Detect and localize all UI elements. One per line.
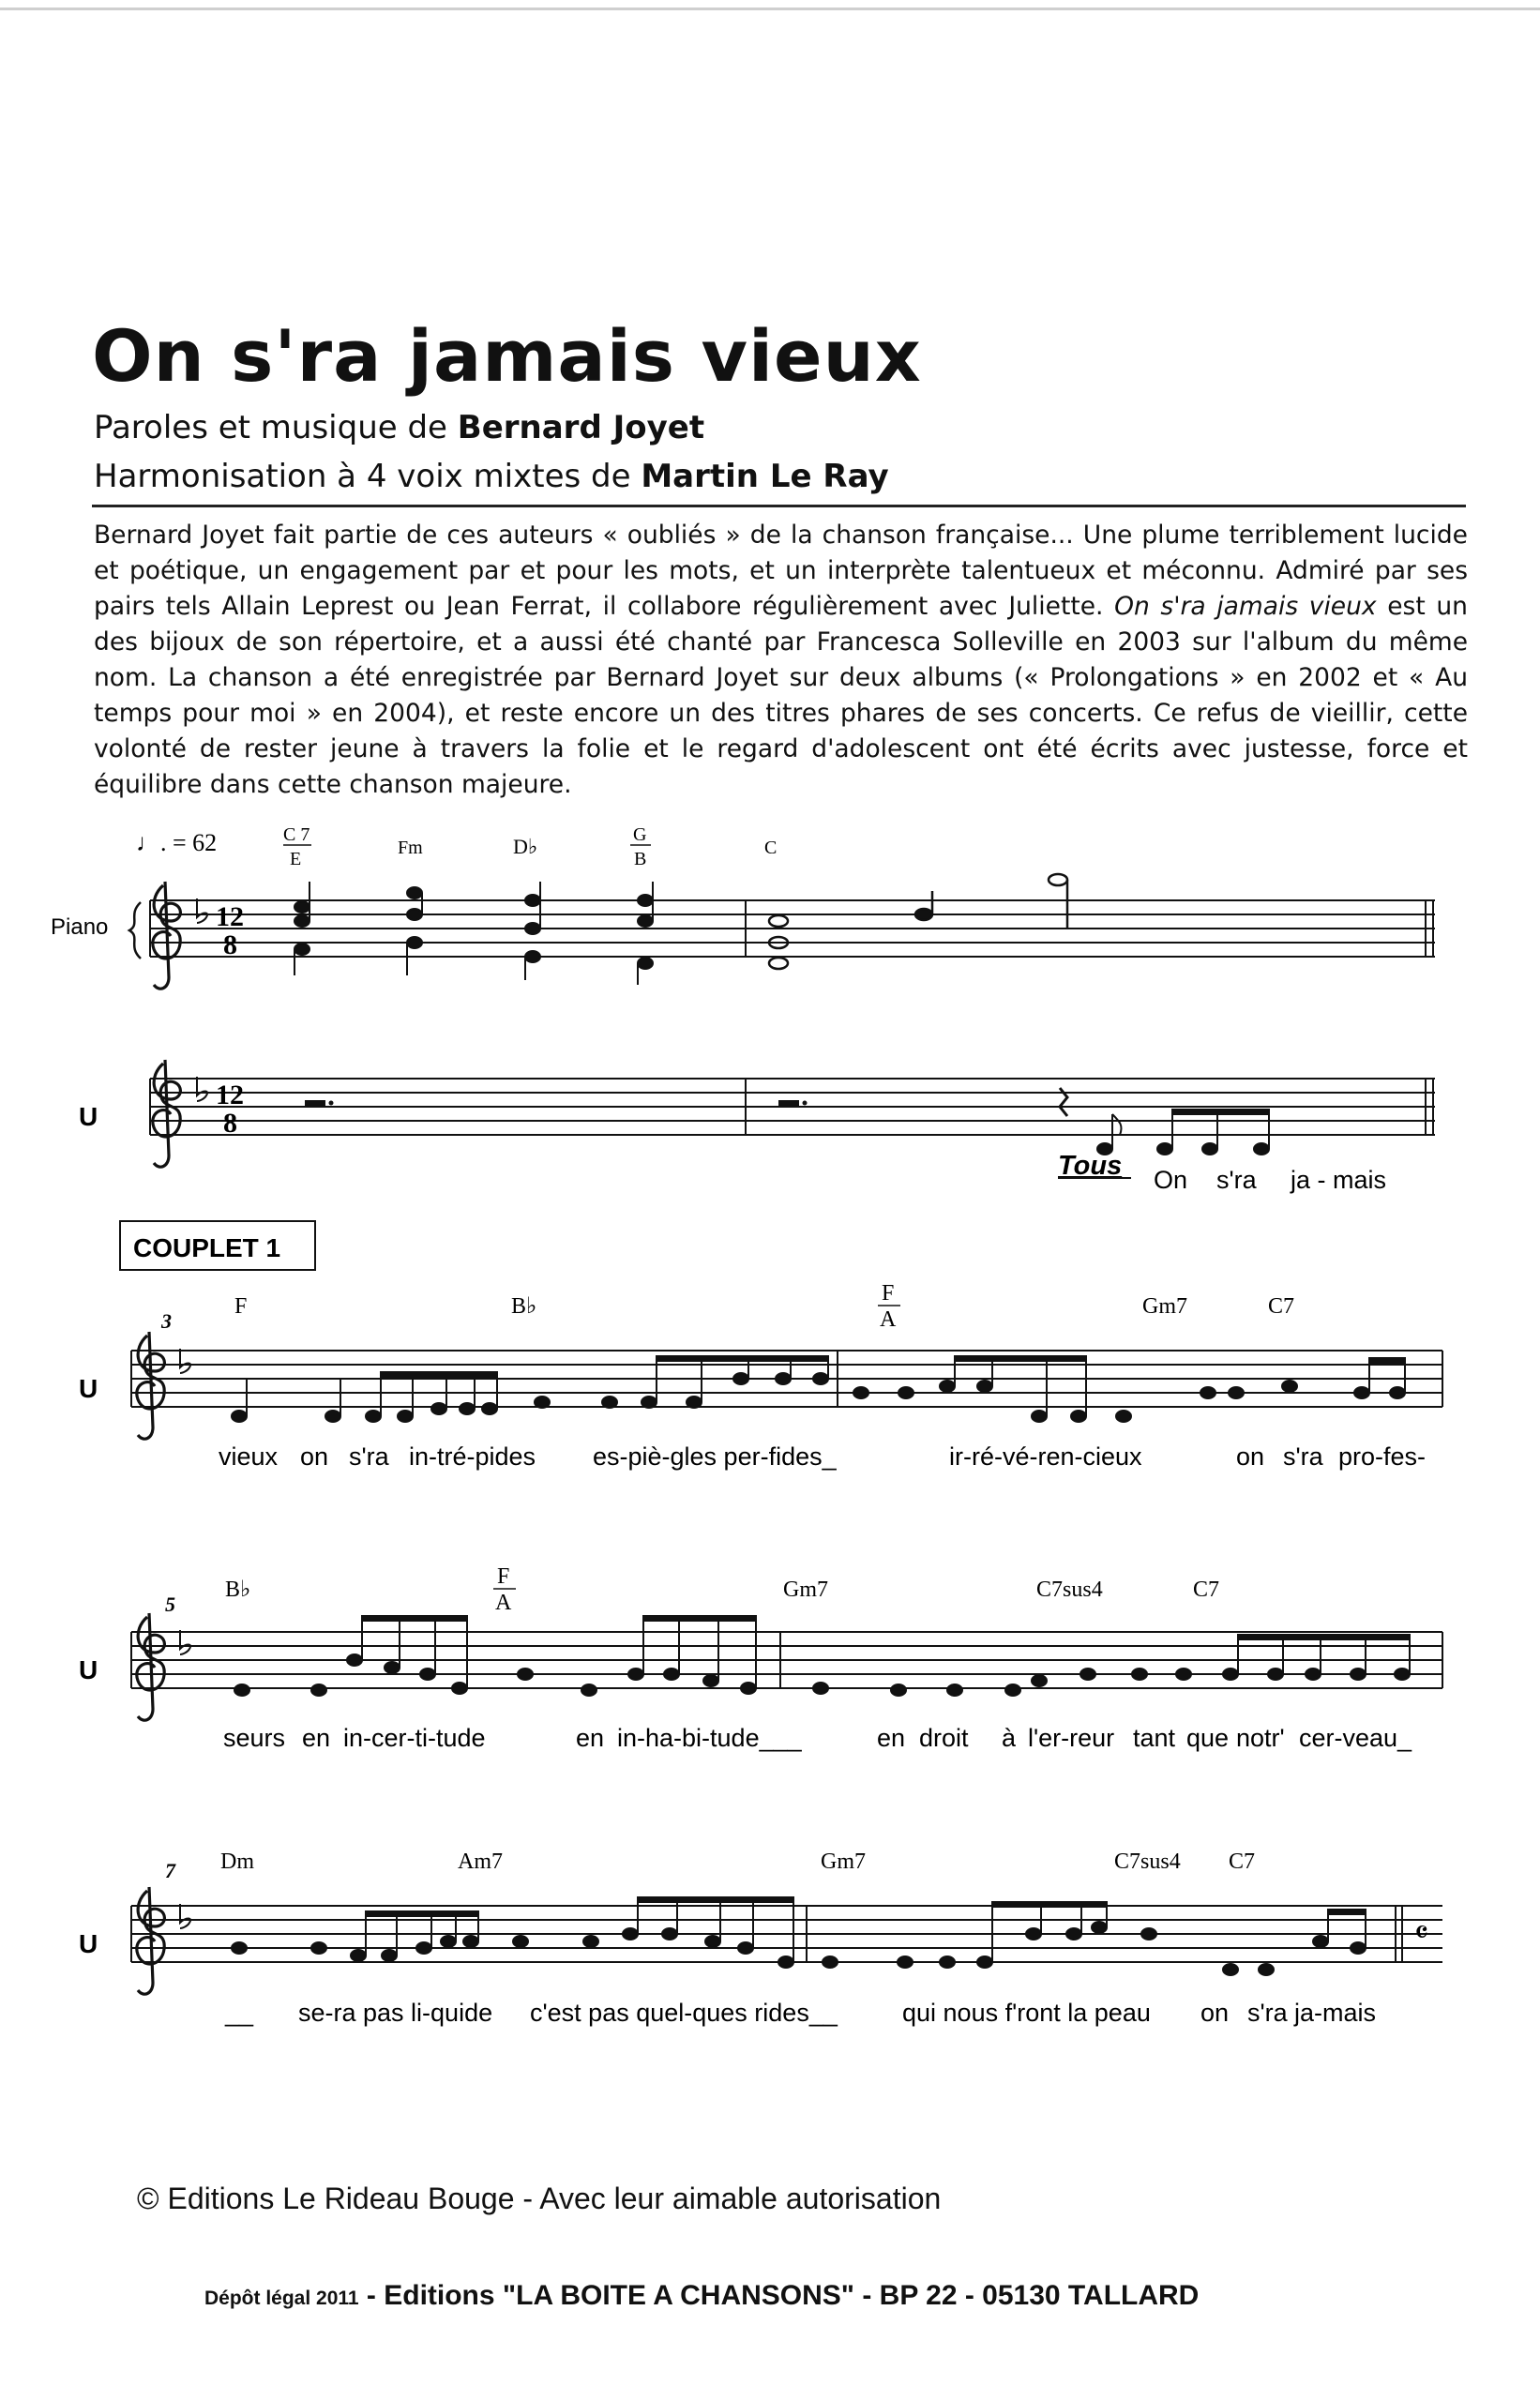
chord-c7-bass: E <box>290 849 302 869</box>
lyric-s3-9: tant <box>1133 1724 1176 1752</box>
chord-g-num: G <box>633 824 647 845</box>
lyric-s1-2: ja - mais <box>1291 1166 1387 1194</box>
lyric-s4-5: s'ra <box>1247 1999 1288 2027</box>
tous-label: Tous <box>1058 1151 1123 1181</box>
lyric-s3-6: droit <box>919 1724 969 1752</box>
chord-s4-dm: Dm <box>220 1850 254 1874</box>
voice-label-sys1: U <box>79 1102 98 1131</box>
lyric-s2-3: in-tré-pides <box>409 1442 536 1471</box>
chord-s4-am7: Am7 <box>458 1850 503 1874</box>
voice-notes-sys4 <box>232 1897 1366 1975</box>
chord-s3-bb: B♭ <box>225 1578 251 1602</box>
harmonization-prefix: Harmonisation à 4 voix mixtes de <box>94 458 642 495</box>
piano-time-bottom: 8 <box>223 929 237 960</box>
chord-c: C <box>764 838 778 858</box>
voice-label-sys2: U <box>79 1374 98 1403</box>
voice-notes-sys1 <box>1097 1110 1269 1155</box>
piano-label: Piano <box>51 914 109 940</box>
measure-number-7: 7 <box>165 1859 175 1882</box>
piano-staff <box>150 900 1435 957</box>
lyric-s4-1: se-ra pas li-quide <box>298 1999 493 2027</box>
lyric-s3-2: in-cer-ti-tude <box>343 1724 486 1752</box>
piano-treble-clef <box>153 882 181 989</box>
piano-time-top: 12 <box>216 901 244 932</box>
voice-time-bottom: 8 <box>223 1108 237 1139</box>
publisher-info: - Editions "LA BOITE A CHANSONS" - BP 22 - 05130 TALLARD <box>358 2280 1200 2311</box>
common-time-symbol: 𝄴 <box>1414 1916 1429 1951</box>
chord-s3-f-num: F <box>497 1564 510 1589</box>
copyright-notice: © Editions Le Rideau Bouge - Avec leur aimable autorisation <box>137 2182 942 2215</box>
lyric-s3-8: l'er-reur <box>1028 1724 1115 1752</box>
piano-key-flat <box>197 898 207 923</box>
tempo-marking: ♩. = 62 <box>136 829 218 856</box>
lyric-s3-12: cer-veau_ <box>1299 1724 1412 1752</box>
voice-key-flat-sys3 <box>180 1630 190 1654</box>
lyric-s2-6: on <box>1236 1442 1265 1471</box>
voice-treble-clef-sys3 <box>137 1613 165 1720</box>
voice-label-sys3: U <box>79 1655 98 1684</box>
chord-s4-c7sus4: C7sus4 <box>1114 1850 1181 1874</box>
piano-chord-notes <box>294 882 653 985</box>
arranger-name: Martin Le Ray <box>641 458 889 495</box>
intro-text-part1: Bernard Joyet fait partie de ces auteurs « oubliés » de la chanson française... Une plume terriblement lucide et poétique, un engagement par et pour les mots, et un interprète talentueux et méconnu. Admiré par ses pairs tels Allain Leprest ou Jean Ferrat, il collabore régulièrement avec Juliette. <box>94 521 1468 621</box>
chord-s2-a: A <box>880 1307 897 1332</box>
lyric-s2-1: on <box>300 1442 329 1471</box>
chord-s4-c7: C7 <box>1229 1850 1256 1874</box>
lyric-s2-5: ir-ré-vé-ren-cieux <box>949 1442 1142 1471</box>
lyric-s4-0: __ <box>225 1999 254 2027</box>
voice-treble-clef-sys1 <box>153 1060 181 1167</box>
piano-whole-notes <box>769 874 1067 969</box>
lyric-s1-1: s'ra <box>1216 1166 1257 1194</box>
chord-c7-num: C 7 <box>283 824 310 845</box>
chord-s2-c7: C7 <box>1268 1294 1295 1319</box>
chord-s2-bb: B♭ <box>511 1294 537 1319</box>
voice-time-top: 12 <box>216 1080 244 1110</box>
lyric-s3-3: en <box>576 1724 605 1752</box>
lyric-s3-1: en <box>302 1724 331 1752</box>
voice-key-flat-sys1 <box>197 1077 207 1101</box>
chord-s3-c7: C7 <box>1193 1578 1220 1602</box>
song-title: On s'ra jamais vieux <box>92 314 922 398</box>
voice-label-sys4: U <box>79 1929 98 1958</box>
chord-db: D♭ <box>513 835 538 858</box>
chord-s2-f-num: F <box>882 1281 895 1306</box>
voice-key-flat-sys2 <box>180 1349 190 1373</box>
intro-text-part2: est un des bijoux de son répertoire, et a aussi été chanté par Francesca Solleville en 2003 sur l'album du même nom. La chanson a été enregistrée par Bernard Joyet sur deux albums (« Prolongations » en 2002 et « Au temps pour moi » en 2004), et reste encore un des titres phares de ses concerts. Ce refus de vieillir, cette volonté de rester jeune à travers la folie et le regard d'adolescent ont été écrits avec justesse, force et équilibre dans cette chanson majeure. <box>94 592 1468 799</box>
lyric-s1-0: On <box>1154 1166 1188 1194</box>
composer-name: Bernard Joyet <box>457 409 705 446</box>
lyric-s4-2: c'est pas quel-ques rides__ <box>530 1999 838 2027</box>
chord-s3-a: A <box>495 1591 512 1615</box>
chord-g-bass: B <box>634 849 647 869</box>
chord-s2-f: F <box>234 1294 248 1319</box>
voice-notes-sys2 <box>232 1356 1405 1422</box>
piano-brace <box>129 902 141 959</box>
voice-key-flat-sys4 <box>180 1904 190 1928</box>
measure-number-5: 5 <box>165 1593 175 1616</box>
voice-treble-clef-sys4 <box>137 1887 165 1994</box>
lyric-s4-6: ja-mais <box>1294 1999 1377 2027</box>
voice-staff-sys4 <box>131 1906 1442 1962</box>
lyric-s4-4: on <box>1200 1999 1230 2027</box>
chord-s4-gm7: Gm7 <box>821 1850 866 1874</box>
lyric-s4-3: qui nous f'ront la peau <box>902 1999 1151 2027</box>
lyric-s2-8: pro-fes- <box>1338 1442 1427 1471</box>
voice-treble-clef-sys2 <box>137 1332 165 1439</box>
credits-prefix: Paroles et musique de <box>94 409 458 446</box>
lyric-s3-7: à <box>1002 1724 1017 1752</box>
chord-s3-gm7: Gm7 <box>783 1578 828 1602</box>
voice-notes-sys3 <box>234 1616 1410 1696</box>
lyric-s3-11: notr' <box>1236 1724 1285 1752</box>
chord-fm: Fm <box>398 838 423 858</box>
lyric-s3-5: en <box>877 1724 906 1752</box>
lyric-s3-0: seurs <box>223 1724 286 1752</box>
lyric-s2-4: es-piè-gles per-fides_ <box>593 1442 837 1471</box>
chord-s2-gm7: Gm7 <box>1142 1294 1187 1319</box>
depot-legal: Dépôt légal 2011 <box>204 2288 359 2309</box>
lyric-s2-7: s'ra <box>1283 1442 1323 1471</box>
lyric-s3-4: in-ha-bi-tude___ <box>617 1724 802 1752</box>
measure-number-3: 3 <box>161 1309 172 1333</box>
publisher-line <box>204 2280 1199 2312</box>
lyric-s2-0: vieux <box>219 1442 279 1471</box>
lyric-s2-2: s'ra <box>349 1442 389 1471</box>
chord-s3-c7sus4: C7sus4 <box>1036 1578 1103 1602</box>
couplet-label: COUPLET 1 <box>133 1233 281 1262</box>
intro-song-title: On s'ra jamais vieux <box>1114 592 1377 621</box>
lyric-s3-10: que <box>1186 1724 1230 1752</box>
